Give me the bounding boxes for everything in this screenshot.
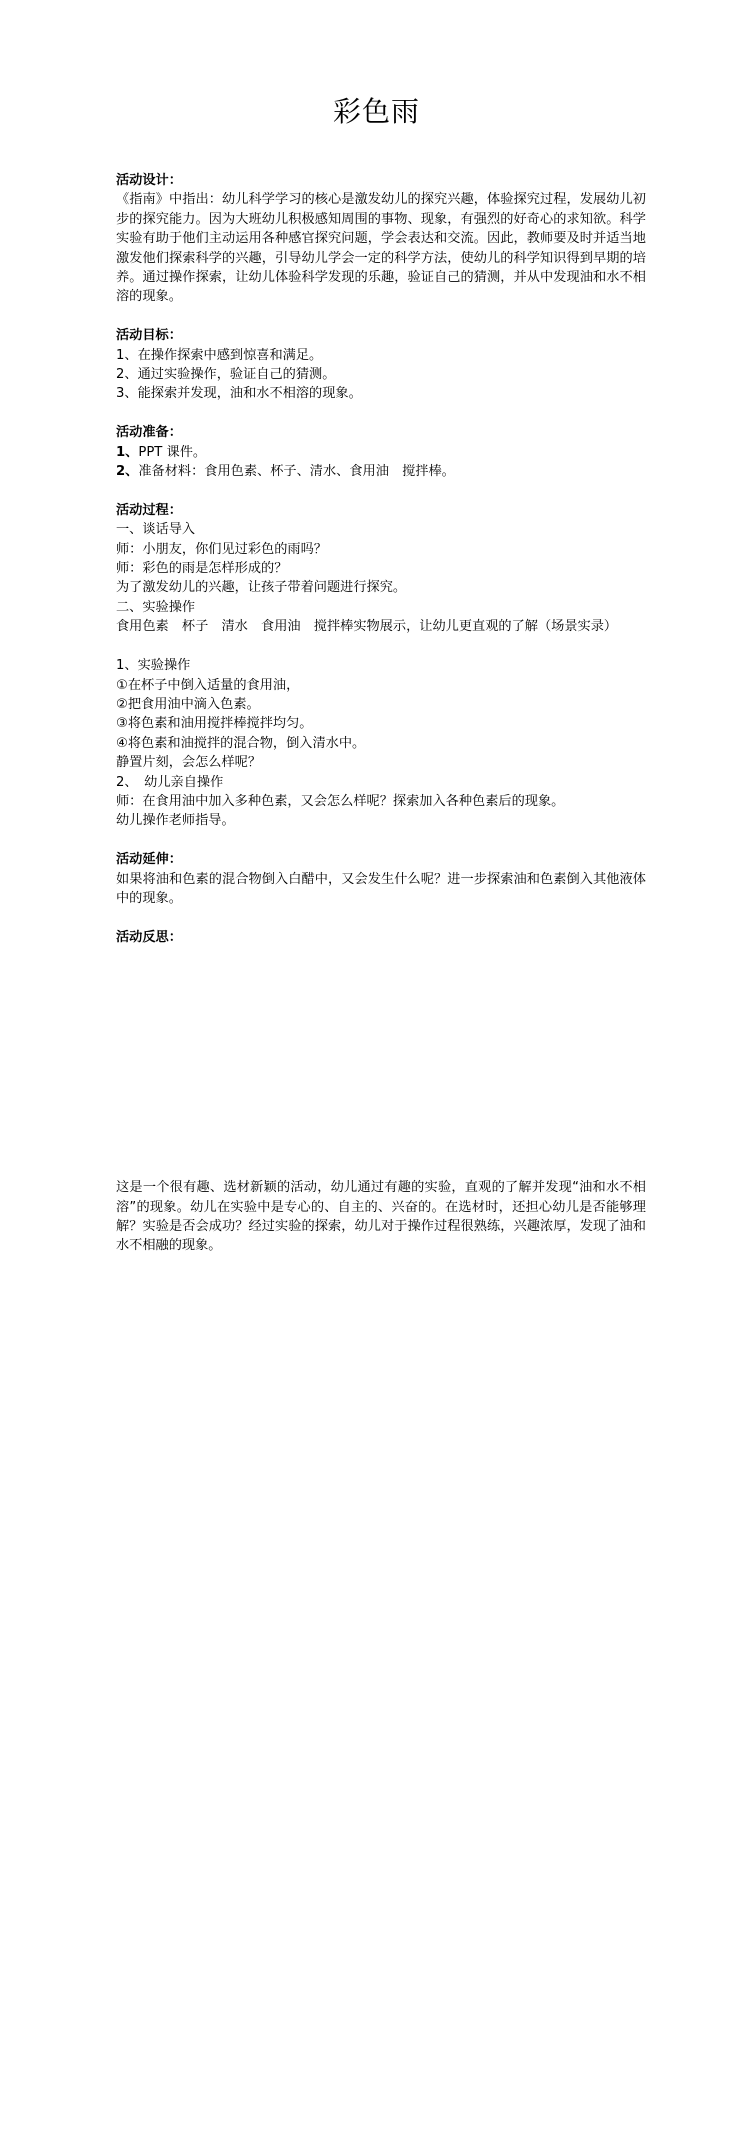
process-heading: 活动过程： — [116, 502, 182, 518]
extension-heading: 活动延伸： — [116, 852, 182, 868]
prep-item — [116, 443, 646, 462]
process-step: 2、 幼儿亲自操作 — [116, 774, 224, 790]
prep-item — [116, 462, 646, 481]
process-line: 食用色素 杯子 清水 食用油 搅拌棒实物展示，让幼儿更直观的了解（场景实录） — [116, 619, 618, 635]
reflection-paragraph: 这是一个很有趣、选材新颖的活动，幼儿通过有趣的实验，直观的了解并发现“油和水不相溶”的现象。幼儿在实验中是专心的、自主的、兴奋的。在选材时，还担心幼儿是否能够理解？实验是否会成功？经过实验的探索，幼儿对于操作过程很熟练，兴趣浓厚，发现了油和水不相融的现象。 — [116, 1180, 646, 1254]
process-line: 师：小朋友，你们见过彩色的雨吗？ — [116, 541, 327, 557]
prep-heading: 活动准备： — [116, 425, 182, 441]
process-line: 师：彩色的雨是怎样形成的？ — [116, 561, 288, 577]
design-heading: 活动设计： — [116, 173, 182, 188]
process-step: 静置片刻，会怎么样呢？ — [116, 755, 262, 771]
prep-item-text: 准备材料：食用色素、杯子、清水、食用油 搅拌棒。 — [138, 464, 455, 480]
process-step: ③将色素和油用搅拌棒搅拌均匀。 — [116, 716, 313, 732]
process-step: 1、实验操作 — [116, 658, 191, 674]
prep-item-text: PPT 课件。 — [138, 444, 207, 460]
goal-item: 3、能探索并发现，油和水不相溶的现象。 — [116, 386, 362, 402]
page-title: 彩色雨 — [332, 95, 420, 128]
goals-heading: 活动目标： — [116, 328, 182, 344]
document-body — [116, 171, 646, 947]
extension-paragraph: 如果将油和色素的混合物倒入白醋中，又会发生什么呢？进一步探索油和色素倒入其他液体中的现象。 — [116, 871, 646, 906]
process-line: 二、实验操作 — [116, 599, 196, 615]
prep-item-number: 2、 — [116, 464, 139, 480]
process-step: 师：在食用油中加入多种色素，又会怎么样呢？探索加入各种色素后的现象。 — [116, 793, 565, 809]
process-step: ②把食用油中滴入色素。 — [116, 696, 260, 712]
process-step: ①在杯子中倒入适量的食用油， — [116, 677, 300, 693]
prep-item-number: 1、 — [116, 444, 139, 460]
process-step: ④将色素和油搅拌的混合物，倒入清水中。 — [116, 735, 366, 751]
goal-item: 2、通过实验操作，验证自己的猜测。 — [116, 367, 336, 383]
process-step: 幼儿操作老师指导。 — [116, 813, 235, 829]
reflection-heading: 活动反思： — [116, 929, 182, 945]
goal-item: 1、在操作探索中感到惊喜和满足。 — [116, 347, 323, 363]
process-line: 一、谈话导入 — [116, 522, 196, 538]
process-line: 为了激发幼儿的兴趣，让孩子带着问题进行探究。 — [116, 580, 407, 596]
design-paragraph: 《指南》中指出：幼儿科学学习的核心是激发幼儿的探究兴趣，体验探究过程，发展幼儿初步的探究能力。因为大班幼儿积极感知周围的事物、现象，有强烈的好奇心的求知欲。科学实验有助于他们主动运用各种感官探究问题，学会表达和交流。因此，教师要及时并适当地激发他们探索科学的兴趣，引导幼儿学会一定的科学方法，使幼儿的科学知识得到早期的培养。通过操作探索，让幼儿体验科学发现的乐趣，验证自己的猜测，并从中发现油和水不相溶的现象。 — [116, 192, 646, 305]
